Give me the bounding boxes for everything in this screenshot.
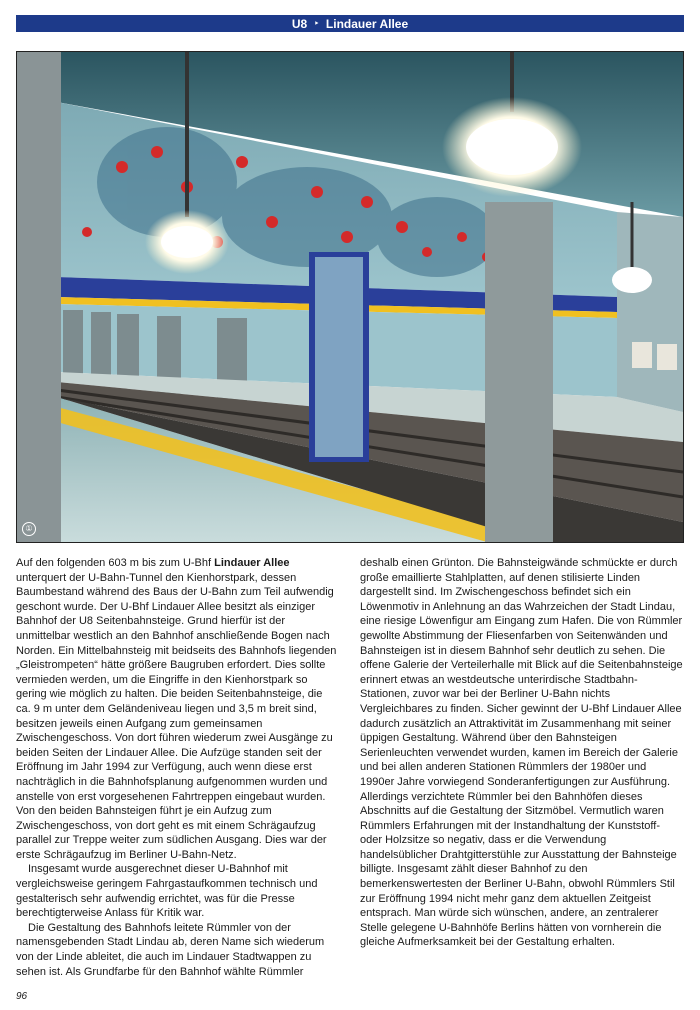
chapter-header: [16, 15, 684, 32]
triangle-arrow-icon: ‣: [314, 19, 319, 28]
station-label: Lindauer Allee: [325, 16, 409, 31]
left-pillar: [17, 52, 61, 542]
station-name-bold: Lindauer Allee: [214, 557, 290, 569]
paragraph: [16, 556, 339, 862]
platform-illustration: [17, 52, 683, 542]
page-number: 96: [16, 991, 28, 1002]
paragraph: deshalb einen Grünton. Die Bahnsteigwände schmückte er durch große emaillierte Stahlplatten, auf denen stilisierte Linden dargestellt sind. Im Zwischengeschoss befindet sich ein Löwenmotiv in Anlehnung an das Wahrzeichen der Stadt Lindau, eine riesige Löwenfigur am Eingang zum Hafen. Die von Rümmler gewollte Abstimmung der Fliesenfarben von Seitenwänden und Bahnsteigen ist in diesem Bahnhof sehr deutlich zu sehen. Die offene Galerie der Verteilerhalle mit Blick auf die Seitenbahnsteige erinnert etwas an westdeutsche unterirdische Stadtbahn-Stationen, zuvor war bei der Berliner U-Bahn nichts Vergleichbares zu finden. Sicher gewinnt der U-Bhf Lindauer Allee dadurch zusätzlich an Attraktivität im Zusammenhang mit seiner üppigen Gestaltung. Während über den Bahnsteigen Serienleuchten verwendet wurden, kamen im Bereich der Galerie und bei allen anderen Stationen Rümmlers der 1980er und 1990er Jahre vorwiegend Sonderanfertigungen zur Ausführung. Allerdings verzichtete Rümmler bei den Bahnhöfen dieses Abschnitts auf die Gestaltung der Sitzmöbel. Vermutlich waren Rümmlers Erfahrungen mit der Instandhaltung der Kunststoff- oder Holzsitze so negativ, dass er die Verwendung handelsüblicher Drahtgitterstühle zur Ausstattung der Bahnsteige billigte. Insgesamt zählt dieser Bahnhof zu den bemerkenswertesten der Berliner U-Bahn, obwohl Rümmlers Stil zur Eröffnung 1994 nicht mehr ganz dem aktuellen Zeitgeist entsprach. Man würde sich wünschen, andere, an zentralerer Stelle gelegene U-Bahnhöfe Berlins hätten von vornherein die gleiche Aufmerksamkeit bei der Gestaltung erhalten.: [360, 557, 683, 949]
left-text-column: [16, 556, 339, 979]
right-pillar: [485, 202, 553, 542]
right-text-column: [360, 556, 683, 950]
paragraph-text: unterquert der U-Bahn-Tunnel den Kienhorstpark, dessen Baumbestand während des Baus der U-Bahn zum Teil aufwendig geschont wurde. Der U-Bhf Lindauer Allee besitzt als einziger Bahnhof der U8 Seitenbahnsteige. Grund hierfür ist der unmittelbar westlich an den Bahnhof anschließende Bogen nach Norden. Ein Mittelbahnsteig mit beidseits des Bahnhofs liegenden „Gleistrompeten“ hätte größere Baugruben erfordert. Dies sollte vermieden werden, um die Eingriffe in den Kienhorstpark so gering wie möglich zu halten. Die beiden Seitenbahnsteige, die ca. 9 m unter dem Geländeniveau liegen und 3,5 m breit sind, besitzen jeweils einen Aufgang zum gemeinsamen Zwischengeschoss. Von dort führen wiederum zwei Ausgänge zu beiden Seiten der Lindauer Allee. Die Aufzüge standen seit der Eröffnung im Jahr 1994 zur Verfügung, auch wenn diese erst nachträglich in die Bahnhofsplanung aufgenommen wurden und anstelle von erst vorgesehenen Fahrtreppen eingebaut wurden. Von den beiden Bahnsteigen führt je ein Aufzug zum Zwischengeschoss, von dort geht es mit einem Schrägaufzug parallel zur Treppe weiter zum südlichen Ausgang. Dies war der erste Schrägaufzug im Berliner U-Bahn-Netz.: [16, 571, 337, 861]
paragraph: Die Gestaltung des Bahnhofs leitete Rümmler von der namensgebenden Stadt Lindau ab, deren Name sich wiederum von der Linde ableitet, die auch im Lindauer Stadtwappen zu sehen ist. Als Grundfarbe für den Bahnhof wählte Rümmler: [16, 921, 325, 978]
paragraph: Insgesamt wurde ausgerechnet dieser U-Bahnhof mit vergleichsweise geringem Fahrgastaufkommen technisch und gestalterisch sehr aufwendig errichtet, was für die Presse berechtigterweise Anlass für Kritik war.: [16, 863, 318, 920]
line-label: U8: [291, 16, 308, 31]
station-photo: [16, 51, 684, 543]
photo-number-badge: ①: [22, 522, 36, 536]
paragraph-text: Auf den folgenden 603 m bis zum U-Bhf: [16, 557, 215, 569]
